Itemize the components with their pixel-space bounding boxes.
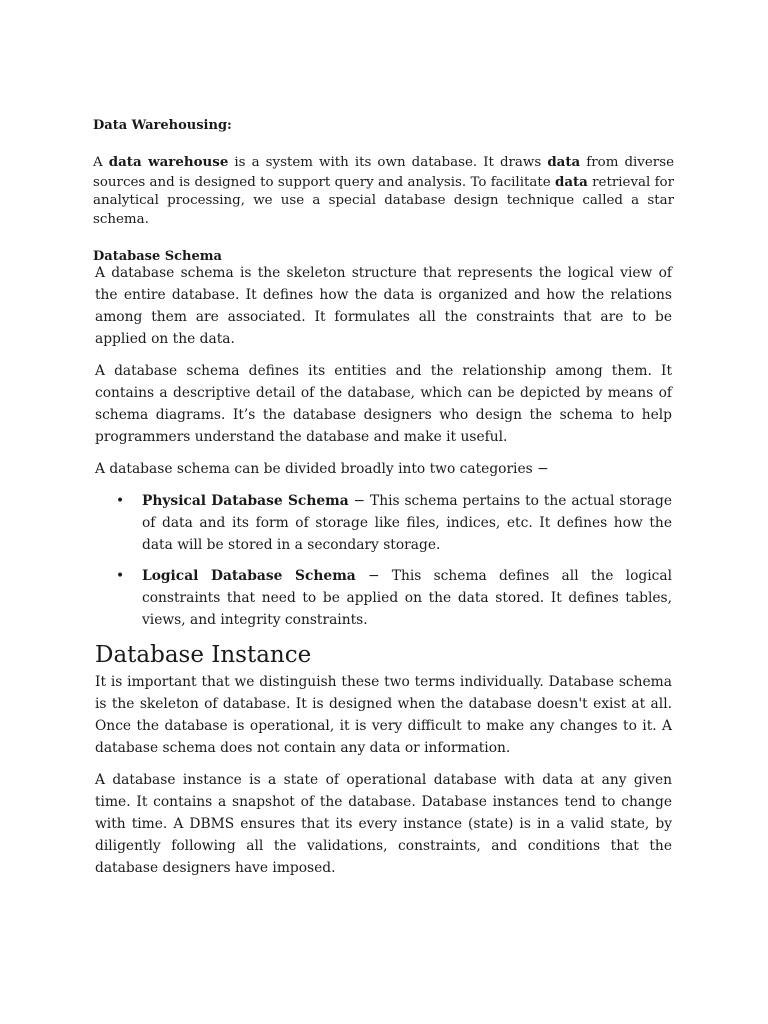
- bullet-text: − This schema defines all the logical constraints that need to be applied on the data stored. It defines tables, views, and integrity constraints.: [142, 568, 673, 628]
- instance-paragraph: A database instance is a state of operational database with data at any given time. It contains a snapshot of the database. Database instances tend to change with time. A DBMS ensures that its every instance (state) is in a valid state, by diligently following all the validations, constraints, and conditions that the database designers have imposed.: [95, 772, 672, 876]
- list-item-physical-schema: [95, 490, 672, 556]
- schema-categories-intro: A database schema can be divided broadly into two categories −: [95, 461, 549, 477]
- data-warehousing-paragraph: [93, 153, 674, 229]
- instance-paragraph: It is important that we distinguish these two terms individually. Database schema is the skeleton of database. It is designed when the database doesn't exist at all. Once the database is operational, it is very difficult to make any changes to it. A database schema does not contain any data or information.: [95, 674, 672, 756]
- text-run: from diverse sources and is designed to support query and analysis. To facilitate: [93, 155, 674, 190]
- bullet-icon: •: [116, 568, 125, 584]
- database-schema-heading: Database Schema: [93, 249, 222, 264]
- text-run: is a system with its own database. It draws: [228, 155, 548, 170]
- database-schema-section: [95, 262, 672, 889]
- schema-paragraph: A database schema is the skeleton structure that represents the logical view of the entire database. It defines how the data is organized and how the relations among them are associated. It formulates all the constraints that are to be applied on the data.: [95, 265, 672, 347]
- bold-term: data: [554, 173, 588, 190]
- text-run: retrieval for analytical processing, we use a special database design technique called a star schema.: [93, 174, 675, 227]
- bold-term: data: [547, 154, 581, 170]
- bullet-text: − This schema pertains to the actual storage of data and its form of storage like files, indices, etc. It defines how the data will be stored in a secondary storage.: [142, 493, 672, 553]
- list-item-logical-schema: [95, 565, 672, 631]
- database-instance-heading: Database Instance: [95, 642, 312, 668]
- bullet-term: Physical Database Schema: [142, 493, 349, 509]
- bullet-icon: •: [116, 493, 125, 509]
- data-warehousing-heading: Data Warehousing:: [93, 118, 232, 133]
- schema-category-list: [95, 490, 672, 631]
- schema-paragraph: A database schema defines its entities and the relationship among them. It contains a descriptive detail of the database, which can be depicted by means of schema diagrams. It’s the database designers who design the schema to help programmers understand the database and make it useful.: [95, 363, 672, 445]
- bold-term: data warehouse: [108, 154, 229, 170]
- bullet-term: Logical Database Schema: [142, 568, 356, 584]
- data-warehousing-section: [93, 118, 674, 264]
- text-run: A: [93, 155, 109, 170]
